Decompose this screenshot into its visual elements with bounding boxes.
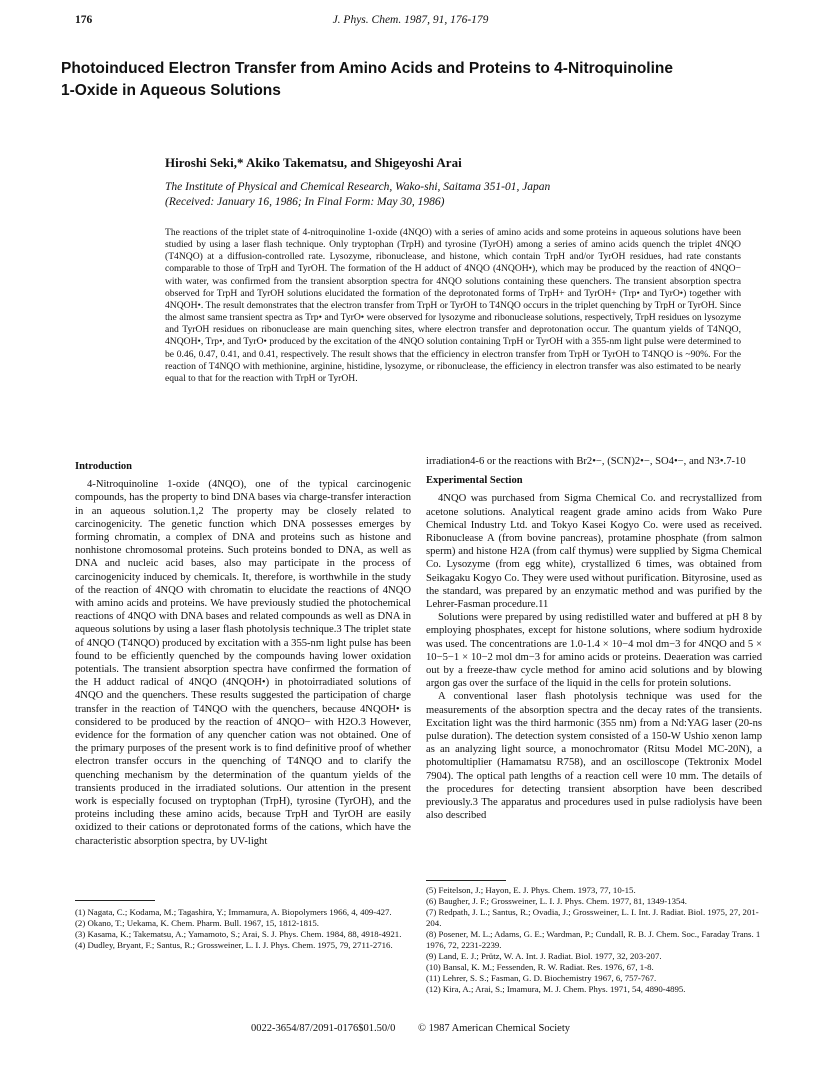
journal-reference: J. Phys. Chem. 1987, 91, 176-179 [332, 14, 489, 26]
author-list: Hiroshi Seki,* Akiko Takematsu, and Shigeyoshi Arai [165, 155, 462, 170]
abstract: The reactions of the triplet state of 4-nitroquinoline 1-oxide (4NQO) with a series of amino acids and some proteins in aqueous solutions have been studied by using a laser flash technique. Only tryptophan (TrpH) and tyrosine (TyrOH) among a series of amino acids quench the triplet 4NQO (T4NQO) at a diffusion-controlled rate. Lysozyme, ribonuclease, and histone, which contain TrpH and/or TyrOH residues, had rate constants comparable to those of TrpH and TyrOH. The formation of the H adduct of 4NQO (4NQOH•), which may be produced by the reaction of 4NQO− with water, was confirmed from the transient absorption spectra for 4NQO solutions containing these quenchers. The transient absorption spectra observed for TrpH and TyrOH solutions elucidated the formation of the deprotonated forms of TrpH+ and TyrOH+ (Trp• and TyrO•) together with 4NQOH•. The result demonstrates that the electron transfer from TrpH or TyrOH to T4NQO occurs in the triplet quenching by TrpH or TyrOH. Since the almost same transient spectra as Trp• and TyrO• were observed for lysozyme and ribonuclease solutions, respectively, TrpH residues on lysozyme and TyrOH residues on ribonuclease are main quenching sites, where electron transfer and deprotonation occur. The quantum yields of T4NQO, 4NQOH•, Trp•, and TyrO• produced by the excitation of the 4NQO solution containing TrpH or TyrOH with a 355-nm light pulse were determined to be 0.46, 0.47, 0.41, and 0.41, respectively. The result shows that the efficiency in electron transfer from TrpH or TyrOH to T4NQO is ~90%. For the reaction of T4NQO with methionine, arginine, histidine, lysozyme, or ribonuclease, the efficiency in electron transfer was also estimated to be nearly equal to that for the reaction with TrpH or TyrOH. [165, 227, 741, 384]
experimental-paragraph-3: A conventional laser flash photolysis technique was used for the measurements of the absorption spectra and the decay rates of the transients. Excitation light was the third harmonic (355 nm) from a Nd:YAG laser (20-ns pulse duration). The detection system consisted of a 150-W Ushio xenon lamp as an analyzing light source, a monochromator (Ritsu Model MC-20N), a photomultiplier (Hamamatsu R758), and an oscilloscope (Tektronix Model 7904). The optical path lengths of a reaction cell were 10 mm. The details of the procedures for detecting transient absorption have been described previously.3 The apparatus and procedures used in pulse radiolysis have been also described [426, 691, 762, 822]
footnote-7: (7) Redpath, J. L.; Santus, R.; Ovadia, J.; Grossweiner, L. I. Int. J. Radiat. Biol. 1975, 27, 201-204. [426, 907, 759, 928]
experimental-paragraph-1: 4NQO was purchased from Sigma Chemical Co. and recrystallized from acetone solutions. Analytical reagent grade amino acids from Wako Pure Chemical Industry Ltd. and Tokyo Kasei Kogyo Co. were used as received. Ribonuclease A (from bovine pancreas), protamine phosphate (from salmon sperm) and histone H2A (from calf thymus) were supplied by Sigma Chemical Co. Lysozyme (from egg white), crystallized 6 times, was obtained from Seikagaku Kogyo Co. They were used without purification. Bityrosine, used as the standard, was prepared by an enzymatic method and was purified by the Lehrer-Fasman procedure.11 [426, 493, 762, 611]
footnote-3: (3) Kasama, K.; Takematsu, A.; Yamamoto, S.; Arai, S. J. Phys. Chem. 1984, 88, 4918-4921. [75, 929, 402, 939]
footnote-9: (9) Land, E. J.; Prütz, W. A. Int. J. Radiat. Biol. 1977, 32, 203-207. [426, 951, 662, 961]
footnote-11: (11) Lehrer, S. S.; Fasman, G. D. Biochemistry 1967, 6, 757-767. [426, 973, 657, 983]
left-column [75, 460, 411, 848]
footnote-8: (8) Posener, M. L.; Adams, G. E.; Wardman, P.; Cundall, R. B. J. Chem. Soc., Faraday Trans. 1 1976, 72, 2231-2239. [426, 929, 761, 950]
affiliation-institute: The Institute of Physical and Chemical Research, Wako-shi, Saitama 351-01, Japan [165, 181, 551, 193]
continuation-text: irradiation4-6 or the reactions with Br2•−, (SCN)2•−, SO4•−, and N3•.7-10 [426, 456, 746, 467]
introduction-heading: Introduction [75, 461, 132, 472]
experimental-paragraph-2: Solutions were prepared by using redistilled water and buffered at pH 8 by employing phosphates, except for histone solutions, where sodium hydroxide was used. The concentrations are 1.0-1.4 × 10−4 mol dm−3 for 4NQO and 5 × 10−5−1 × 10−2 mol dm−3 for amino acids or proteins. Deaeration was carried out by a freeze-thaw cycle method for amino acid solutions and by blowing argon gas over the surface of the liquid in the cells for protein solutions. [426, 612, 762, 690]
footnote-6: (6) Baugher, J. F.; Grossweiner, L. I. J. Phys. Chem. 1977, 81, 1349-1354. [426, 896, 688, 906]
footnotes-left [75, 907, 411, 951]
affiliation-block [165, 180, 550, 210]
footnote-10: (10) Bansal, K. M.; Fessenden, R. W. Radiat. Res. 1976, 67, 1-8. [426, 962, 654, 972]
page-number: 176 [75, 14, 93, 26]
experimental-heading: Experimental Section [426, 475, 523, 487]
introduction-paragraph: 4-Nitroquinoline 1-oxide (4NQO), one of the typical carcinogenic compounds, has the property to bind DNA bases via charge-transfer interaction in an aqueous solution.1,2 The property may be closely related to carcinogenicity. The genetic function which DNA possesses emerges by forming chromatin, a complex of DNA and proteins such as histone and nonhistone chromosomal proteins. Such proteins bonded to DNA, as well as DNA and nucleic acid bases, also may participate in the process of carcinogenicity induced by chemicals. It, therefore, is worthwhile in the study of the reaction of 4NQO with chromatin to elucidate the reactions of 4NQO with amino acids and proteins. We have previously studied the photochemical reactions of 4NQO with DNA bases and related compounds as well as DNA in aqueous solutions by using a laser flash photolysis technique.3 The triplet state of 4NQO (T4NQO) produced by excitation with a 355-nm light pulse has been found to be efficiently quenched by the compounds having lower oxidation potentials. The transient absorption spectra have confirmed the formation of the H adduct radical of 4NQO (4NQOH•) in photoirradiated solutions of 4NQO and the quenchers. These results suggested the participation of charge transfer in the reaction of T4NQO with the quenchers, because 4NQOH• is considered to be produced by the reaction of 4NQO− with H2O.3 However, evidence for the formation of any quencher cation was not obtained. One of the primary purposes of the present work is to find definitive proof of whether electron transfer occurs in the quenching of T4NQO and to clarify the quenching mechanism by the determination of the quantum yields of the transients produced in the irradiated solutions. Our attention in the present work is especially focused on tryptophan (TrpH), tyrosine (TyrOH), and the proteins including these amino acids, because TrpH and TyrOH are easily oxidized to their cations or deprotonated forms of the cations, which have the characteristic absorption spectra, by UV-light [75, 479, 411, 847]
article-code: 0022-3654/87/2091-0176$01.50/0 [250, 1023, 396, 1034]
right-column [426, 455, 762, 822]
title-line-1: Photoinduced Electron Transfer from Amino Acids and Proteins to 4-Nitroquinoline [61, 60, 674, 77]
page-footer [0, 1023, 821, 1034]
footnote-12: (12) Kira, A.; Arai, S.; Imamura, M. J. Chem. Phys. 1971, 54, 4890-4895. [426, 984, 686, 994]
footnote-1: (1) Nagata, C.; Kodama, M.; Tagashira, Y.; Immamura, A. Biopolymers 1966, 4, 409-427. [75, 907, 392, 917]
footnote-5: (5) Feitelson, J.; Hayon, E. J. Phys. Chem. 1973, 77, 10-15. [426, 885, 636, 895]
footnotes-right [426, 885, 762, 995]
paper-title [61, 58, 761, 102]
footnote-2: (2) Okano, T.; Uekama, K. Chem. Pharm. Bull. 1967, 15, 1812-1815. [75, 918, 320, 928]
title-line-2: 1-Oxide in Aqueous Solutions [61, 82, 281, 99]
received-dates: (Received: January 16, 1986; In Final Form: May 30, 1986) [165, 196, 445, 208]
footnote-rule-right [426, 880, 506, 881]
copyright-notice: © 1987 American Chemical Society [417, 1023, 571, 1034]
footnote-4: (4) Dudley, Bryant, F.; Santus, R.; Grossweiner, L. I. J. Phys. Chem. 1975, 79, 2711-2716. [75, 940, 393, 950]
footnote-rule-left [75, 900, 155, 901]
